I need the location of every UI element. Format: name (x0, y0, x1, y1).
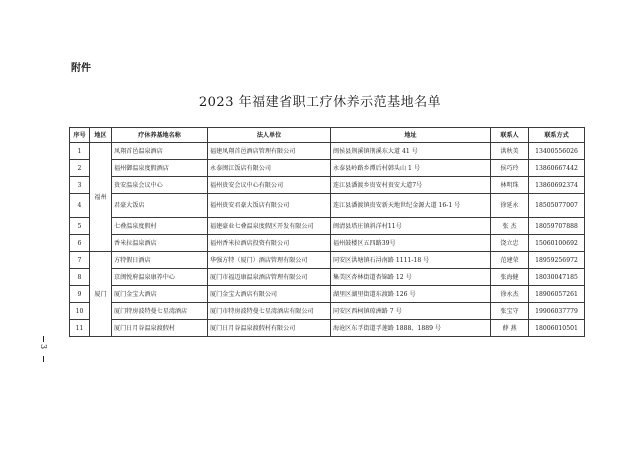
cell-phone: 18030047185 (529, 269, 585, 286)
cell-address: 连江县潘渡乡贵安村贵安大道7号 (331, 177, 491, 194)
cell-no: 11 (70, 320, 90, 337)
cell-contact: 饶立忠 (491, 235, 529, 252)
cell-region-xiamen: 厦门 (90, 252, 112, 337)
header-phone: 联系方式 (529, 128, 585, 143)
cell-contact: 张 杰 (491, 218, 529, 235)
cell-base-name: 方特假日酒店 (112, 252, 208, 269)
cell-phone: 18006010501 (529, 320, 585, 337)
table-row (70, 160, 585, 177)
cell-region-fuzhou: 福州 (90, 143, 112, 252)
cell-no: 8 (70, 269, 90, 286)
cell-contact: 徐永杰 (491, 286, 529, 303)
cell-no: 2 (70, 160, 90, 177)
cell-address: 闽清县塔庄镇斜洋村11号 (331, 218, 491, 235)
cell-base-name: 香米拉温泉酒店 (112, 235, 208, 252)
cell-no: 5 (70, 218, 90, 235)
cell-legal-unit: 华强方特（厦门）酒店管理有限公司 (208, 252, 331, 269)
table-row (70, 194, 585, 218)
attachment-label: 附件 (71, 63, 91, 74)
cell-legal-unit: 福建凤翔首邑酒店管理有限公司 (208, 143, 331, 160)
table-header-row (70, 128, 585, 143)
cell-legal-unit: 永泰闽江饭店有限公司 (208, 160, 331, 177)
cell-phone: 15060100692 (529, 235, 585, 252)
table-row (70, 218, 585, 235)
cell-contact: 张海健 (491, 269, 529, 286)
cell-legal-unit: 厦门市特房波特曼七星湾酒店有限公司 (208, 303, 331, 320)
page-number-bar-bottom (43, 356, 44, 362)
cell-base-name: 厦门日月谷温泉渡假村 (112, 320, 208, 337)
cell-no: 10 (70, 303, 90, 320)
cell-no: 1 (70, 143, 90, 160)
cell-address: 闽侯县荆溪镇荆溪东大道 41 号 (331, 143, 491, 160)
cell-phone: 18959256972 (529, 252, 585, 269)
cell-legal-unit: 福建豪业七叠温泉度假区开发有限公司 (208, 218, 331, 235)
cell-address: 永泰县岭路乡潭后村韩头山 1 号 (331, 160, 491, 177)
header-base-name: 疗休养基地名称 (112, 128, 208, 143)
cell-contact: 洪秋美 (491, 143, 529, 160)
cell-legal-unit: 厦门市福迈康温泉酒店管理有限公司 (208, 269, 331, 286)
header-address: 地址 (331, 128, 491, 143)
table-row (70, 303, 585, 320)
cell-contact: 范建荣 (491, 252, 529, 269)
cell-contact: 张宝守 (491, 303, 529, 320)
cell-base-name: 厦门金宝大酒店 (112, 286, 208, 303)
header-contact: 联系人 (491, 128, 529, 143)
cell-legal-unit: 厦门金宝大酒店有限公司 (208, 286, 331, 303)
cell-no: 9 (70, 286, 90, 303)
table-row (70, 320, 585, 337)
cell-contact: 林明珠 (491, 177, 529, 194)
header-region: 地区 (90, 128, 112, 143)
table-row (70, 269, 585, 286)
header-legal-unit: 法人单位 (208, 128, 331, 143)
cell-legal-unit: 福州贵安君豪大饭店有限公司 (208, 194, 331, 218)
table-row (70, 235, 585, 252)
cell-contact: 徐延永 (491, 194, 529, 218)
cell-phone: 18059707888 (529, 218, 585, 235)
cell-phone: 13400556026 (529, 143, 585, 160)
cell-base-name: 厦门特房波特曼七星湾酒店 (112, 303, 208, 320)
cell-phone: 13860692374 (529, 177, 585, 194)
cell-base-name: 七叠温泉度假村 (112, 218, 208, 235)
cell-address: 集美区杏林街道杏锦路 12 号 (331, 269, 491, 286)
page-number-bar-top (43, 336, 44, 342)
cell-address: 湖里区湖里街道东渡路 126 号 (331, 286, 491, 303)
cell-no: 3 (70, 177, 90, 194)
cell-base-name: 贵安温泉会议中心 (112, 177, 208, 194)
header-no: 序号 (70, 128, 90, 143)
cell-address: 同安区西柯镇琼洲路 7 号 (331, 303, 491, 320)
cell-contact: 薛 燕 (491, 320, 529, 337)
table-row (70, 252, 585, 269)
cell-base-name: 君豪大饭店 (112, 194, 208, 218)
cell-no: 6 (70, 235, 90, 252)
cell-base-name: 凤翔首邑温泉酒店 (112, 143, 208, 160)
cell-legal-unit: 厦门日月谷温泉渡假村有限公司 (208, 320, 331, 337)
cell-address: 海沧区东孚街道孚莲路 1888、1889 号 (331, 320, 491, 337)
cell-phone: 18906057261 (529, 286, 585, 303)
cell-address: 福州鼓楼区五四路39号 (331, 235, 491, 252)
cell-legal-unit: 福州贵安会议中心有限公司 (208, 177, 331, 194)
page-number: 3 (39, 344, 48, 350)
cell-address: 连江县潘渡镇贵安新天地世纪金源大道 16-1 号 (331, 194, 491, 218)
cell-phone: 19906037779 (529, 303, 585, 320)
cell-legal-unit: 福州香米拉酒店投资有限公司 (208, 235, 331, 252)
document-title: 2023 年福建省职工疗休养示范基地名单 (198, 95, 442, 110)
cell-contact: 侯巧玲 (491, 160, 529, 177)
cell-no: 7 (70, 252, 90, 269)
table-row (70, 286, 585, 303)
cell-base-name: 福州御温泉度假酒店 (112, 160, 208, 177)
table-row (70, 143, 585, 160)
cell-base-name: 京闽悦府温泉康养中心 (112, 269, 208, 286)
cell-phone: 18505077007 (529, 194, 585, 218)
cell-address: 同安区洪塘镇石浔南路 1111-18 号 (331, 252, 491, 269)
cell-no: 4 (70, 194, 90, 218)
cell-phone: 13860667442 (529, 160, 585, 177)
table-row (70, 177, 585, 194)
base-list-table (69, 127, 585, 337)
